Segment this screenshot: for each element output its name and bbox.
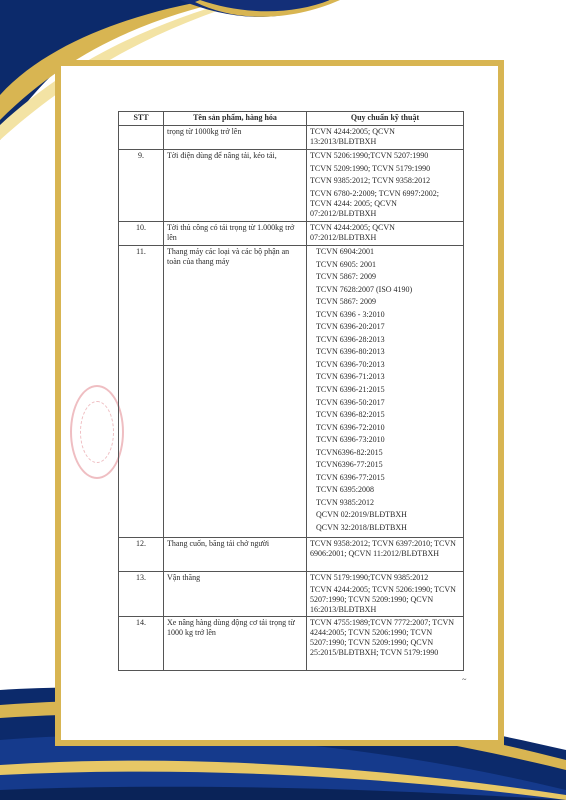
standard-line: TCVN 6396-80:2013 — [316, 347, 385, 357]
standard-line: TCVN 5867: 2009 — [316, 297, 376, 307]
standard-line: TCVN 6396-77:2015 — [316, 472, 385, 482]
standard-line: TCVN 6396-73:2010 — [316, 435, 385, 445]
header-technical-standard: Quy chuẩn kỹ thuật — [307, 112, 464, 126]
row-standards — [307, 246, 464, 538]
table-header-row — [119, 112, 464, 126]
table-row — [119, 537, 464, 571]
row-standards — [307, 571, 464, 617]
standard-line: TCVN 6904:2001 — [316, 247, 374, 256]
standard-line: TCVN 4244:2005; TCVN 5206:1990; TCVN 5207:1990; TCVN 5209:1990; QCVN 16:2013/BLĐTBXH — [310, 585, 456, 615]
row-standards: TCVN 4244:2005; QCVN 07:2012/BLĐTBXH — [307, 222, 464, 246]
standard-line: TCVN 6396-21:2015 — [316, 385, 385, 395]
standard-line: TCVN 5867: 2009 — [316, 272, 376, 282]
table-row — [119, 617, 464, 671]
standard-line: TCVN6396-82:2015 — [316, 447, 383, 457]
row-standards — [307, 150, 464, 222]
row-standards: TCVN 9358:2012; TCVN 6397:2010; TCVN 6906:2001; QCVN 11:2012/BLĐTBXH — [307, 537, 464, 571]
row-stt: 9. — [119, 150, 164, 222]
row-standards: TCVN 4244:2005; QCVN 13:2013/BLĐTBXH — [307, 126, 464, 150]
header-stt: STT — [119, 112, 164, 126]
row-stt: 13. — [119, 571, 164, 617]
row-product-name: Tời thủ công có tải trọng từ 1.000kg trở lên — [164, 222, 307, 246]
row-product-name: trọng từ 1000kg trở lên — [164, 126, 307, 150]
standard-line: TCVN 6395:2008 — [316, 485, 374, 495]
row-stt: 10. — [119, 222, 164, 246]
row-product-name: Thang máy các loại và các bộ phận an toàn của thang máy — [164, 246, 307, 538]
row-product-name: Vận thăng — [164, 571, 307, 617]
standard-line: TCVN 6396-50:2017 — [316, 397, 385, 407]
row-stt: 12. — [119, 537, 164, 571]
initial-mark: ~ — [462, 675, 467, 684]
row-product-name: Xe nâng hàng dùng động cơ tải trọng từ 1000 kg trở lên — [164, 617, 307, 671]
standard-line: TCVN 6396-28:2013 — [316, 334, 385, 344]
standard-line: TCVN 6396-82:2015 — [316, 410, 385, 420]
table-row — [119, 571, 464, 617]
standard-line: TCVN 9385:2012; TCVN 9358:2012 — [310, 176, 431, 186]
standard-line: TCVN 5179:1990;TCVN 9385:2012 — [310, 572, 429, 582]
standard-line: QCVN 32:2018/BLĐTBXH — [316, 523, 407, 533]
standard-line: TCVN 6396-72:2010 — [316, 422, 385, 432]
red-seal-stamp — [70, 385, 124, 479]
row-stt: 11. — [119, 246, 164, 538]
header-product-name: Tên sản phẩm, hàng hóa — [164, 112, 307, 126]
row-stt: 14. — [119, 617, 164, 671]
row-standards: TCVN 4755:1989;TCVN 7772:2007; TCVN 4244:2005; TCVN 5206:1990; TCVN 5207:1990; TCVN 5209:1990; QCVN 25:2015/BLĐTBXH; TCVN 5179:1990 — [307, 617, 464, 671]
standard-line: TCVN 6396-70:2013 — [316, 359, 385, 369]
row-product-name: Thang cuốn, băng tải chở người — [164, 537, 307, 571]
table-row — [119, 246, 464, 538]
standard-line: TCVN 6396-71:2013 — [316, 372, 385, 382]
standard-line: TCVN 6905: 2001 — [316, 259, 376, 269]
standard-line: QCVN 02:2019/BLĐTBXH — [316, 510, 407, 520]
standard-line: TCVN 5209:1990; TCVN 5179:1990 — [310, 163, 431, 173]
standards-table — [118, 111, 464, 671]
row-product-name: Tời điện dùng để nâng tải, kéo tải, — [164, 150, 307, 222]
standard-line: TCVN6396-77:2015 — [316, 460, 383, 470]
standard-line: TCVN 6396 - 3:2010 — [316, 309, 385, 319]
table-row — [119, 222, 464, 246]
standard-line: TCVN 6396-20:2017 — [316, 322, 385, 332]
row-stt — [119, 126, 164, 150]
table-row — [119, 150, 464, 222]
standard-line: TCVN 7628:2007 (ISO 4190) — [316, 284, 413, 294]
standard-line: TCVN 6780-2:2009; TCVN 6997:2002; TCVN 4244: 2005; QCVN 07:2012/BLĐTBXH — [310, 188, 439, 218]
standard-line: TCVN 9385:2012 — [316, 497, 374, 507]
standard-line: TCVN 5206:1990;TCVN 5207:1990 — [310, 151, 429, 160]
table-row — [119, 126, 464, 150]
